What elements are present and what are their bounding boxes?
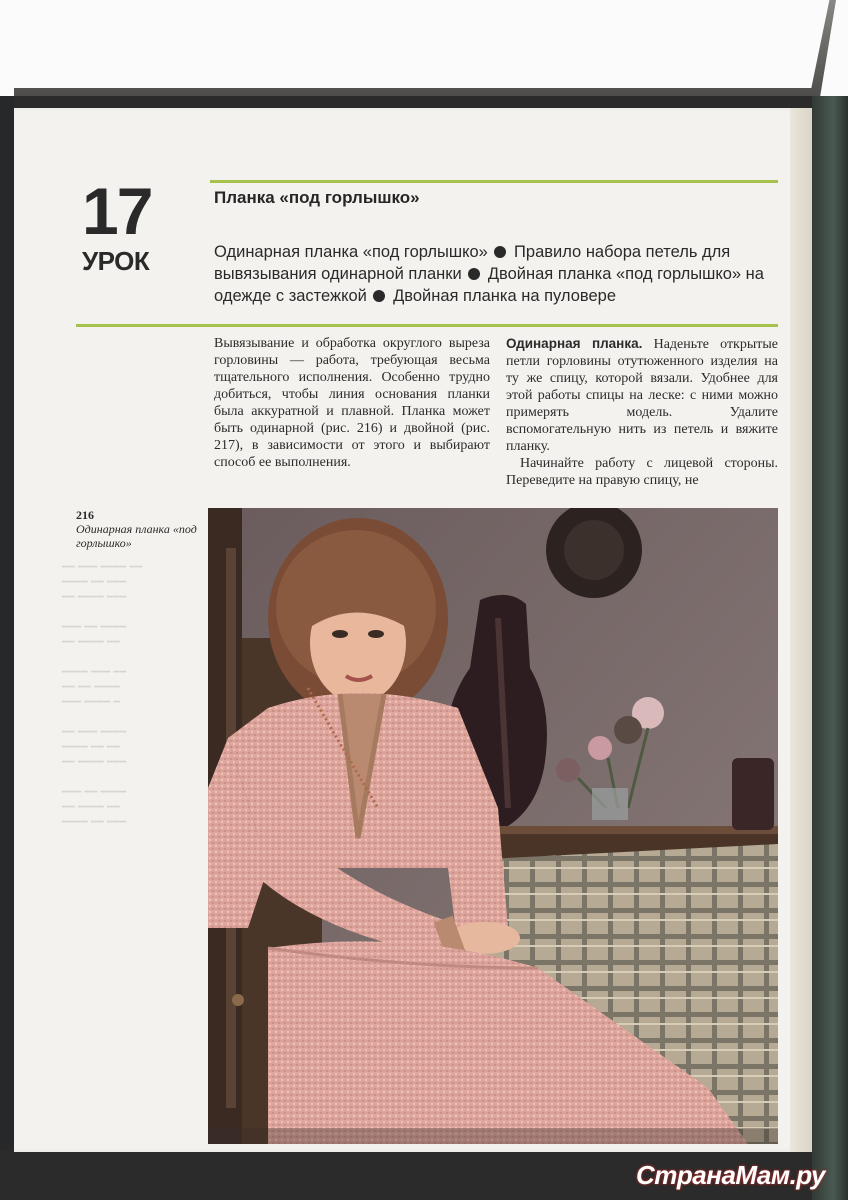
book-cover-right xyxy=(812,96,848,1200)
page-title: Планка «под горлышко» xyxy=(214,188,420,207)
right-text-column xyxy=(506,335,778,489)
show-through-texture: ━━ ━━━ ━━━━ ━━ ━━━━ ━━ ━━━ ━━ ━━━━ ━━━ ━━━ ━━ ━━━━ ━━ ━━━━ ━━ ━━━━ ━━━ ━━ ━━ ━━ ━━━━ ━━━ ━━━━ ━ ━━ ━━━ ━━━━ ━━━━ ━━ ━━ ━━ ━━━━ ━━━ ━━━ ━━ ━━━━ ━━ ━━━━ ━━ ━━━━ ━━ ━━━ xyxy=(62,562,143,828)
figure-photo xyxy=(208,508,778,1144)
section-rule xyxy=(76,324,778,327)
book-cover-left xyxy=(0,96,14,1200)
topic-item: Двойная планка на пуловере xyxy=(393,287,617,305)
scan-background xyxy=(0,0,848,98)
page-gutter xyxy=(790,108,814,1152)
right-paragraph-1 xyxy=(506,335,778,455)
lesson-label: УРОК xyxy=(82,246,150,276)
intro-paragraph: Вывязывание и обработка округлого выреза горловины — работа, требующая весьма тщательного исполнения. Особенно трудно добиться, чтобы линия основания планки была аккуратной и плавной. Планка может быть одинарной (рис. 216) и двойной (рис. 217), в зависимости от этого и выбирают способ ее выполнения. xyxy=(214,336,490,470)
bullet-dot-icon xyxy=(494,246,506,258)
watermark: СтранаМам.ру xyxy=(636,1160,825,1190)
woman-in-knitted-dress-image xyxy=(208,508,778,1144)
topic-item: Правило набора петель для вывязывания одинарной планки xyxy=(214,243,731,283)
topics-list xyxy=(214,241,784,307)
figure-caption-text: Одинарная планка «под горлышко» xyxy=(76,522,197,550)
figure-number: 216 xyxy=(76,508,94,522)
bullet-dot-icon xyxy=(373,290,385,302)
right-paragraph-2: Начинайте работу с лицевой стороны. Переведите на правую спицу, не xyxy=(506,456,778,488)
section-lead: Одинарная планка. xyxy=(506,336,643,351)
right-paragraph-1-text: Наденьте открытые петли горловины отутюженного изделия на ту же спицу, которой вязали. Удобнее для этой работы спицы на леске: с ними можно примерять модель. Удалите вспомогательную нить из петель и вяжите планку. xyxy=(506,337,779,454)
topic-item: Одинарная планка «под горлышко» xyxy=(214,243,488,261)
bullet-dot-icon xyxy=(468,268,480,280)
header-rule xyxy=(210,180,778,183)
figure-caption xyxy=(76,508,206,550)
lesson-number: 17 xyxy=(82,174,152,248)
topic-item: Двойная планка «под горлышко» на одежде с застежкой xyxy=(214,265,764,305)
left-text-column xyxy=(214,335,490,471)
